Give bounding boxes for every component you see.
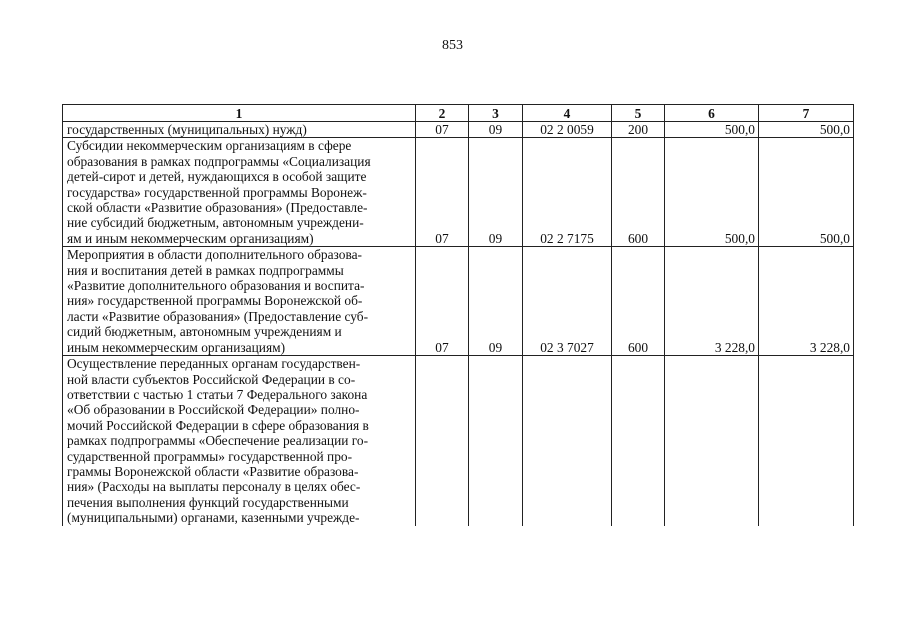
row-name-line: ние субсидий бюджетным, автономным учреждени- (67, 215, 364, 231)
row-name-line: ния» государственной программы Воронежской об- (67, 293, 363, 309)
row-name-cell (63, 138, 416, 247)
column-header: 4 (523, 105, 612, 122)
column-header: 1 (63, 105, 416, 122)
row-name-line: Осуществление переданных органам государствен- (67, 356, 361, 372)
row-name-line: ответствии с частью 1 статьи 7 Федерального закона (67, 386, 368, 402)
pr-cell: 09 (469, 122, 523, 138)
row-name-line: государственных (муниципальных) нужд) (67, 122, 307, 137)
rz-cell: 07 (416, 247, 469, 356)
row-name-line: ния и воспитания детей в рамках подпрограммы (67, 262, 344, 278)
row-name-cell (63, 122, 416, 138)
row-name-line: Субсидии некоммерческим организациям в сфере (67, 138, 352, 154)
budget-table (62, 104, 854, 526)
row-name-line: государства» государственной программы Воронеж- (67, 184, 367, 200)
row-name-line: образования в рамках подпрограммы «Социализация (67, 153, 371, 169)
sum-cell: 500,0 (665, 138, 759, 247)
pr-cell: 09 (469, 138, 523, 247)
row-name-line: сидий бюджетным, автономным учреждениям и (67, 324, 342, 340)
csr-cell: 02 3 7027 (523, 247, 612, 356)
csr-cell: 02 2 7175 (523, 138, 612, 247)
row-name-line: печения выполнения функций государственными (67, 494, 349, 510)
pr-cell: 09 (469, 247, 523, 356)
row-name-line: (муниципальными) органами, казенными учрежде- (67, 510, 360, 526)
column-header: 3 (469, 105, 523, 122)
vr-cell: 600 (612, 247, 665, 356)
row-name-line: ния» (Расходы на выплаты персоналу в целях обес- (67, 479, 361, 495)
sum-cell (665, 356, 759, 526)
column-header: 6 (665, 105, 759, 122)
vr-cell: 600 (612, 138, 665, 247)
row-name-cell (63, 247, 416, 356)
row-name-line: ласти «Развитие образования» (Предоставление суб- (67, 308, 369, 324)
csr-cell: 02 2 0059 (523, 122, 612, 138)
sum-cell: 3 228,0 (665, 247, 759, 356)
row-name-line: сударственной программы» государственной про- (67, 448, 353, 464)
sum-cell: 500,0 (759, 122, 854, 138)
column-header: 2 (416, 105, 469, 122)
header-row (63, 105, 854, 122)
row-name-cell (63, 356, 416, 526)
rz-cell: 07 (416, 138, 469, 247)
pr-cell (469, 356, 523, 526)
sum-cell: 3 228,0 (759, 247, 854, 356)
rz-cell (416, 356, 469, 526)
table-row (63, 122, 854, 138)
row-name-line: ной власти субъектов Российской Федерации в со- (67, 371, 356, 387)
page-number: 853 (442, 38, 463, 53)
column-header: 7 (759, 105, 854, 122)
table-row (63, 247, 854, 356)
row-name-line: ской области «Развитие образования» (Предоставле- (67, 200, 368, 216)
sum-cell (759, 356, 854, 526)
table-row (63, 356, 854, 526)
row-name-line: рамках подпрограммы «Обеспечение реализации го- (67, 433, 369, 449)
rz-cell: 07 (416, 122, 469, 138)
sum-cell: 500,0 (759, 138, 854, 247)
row-name-line: ям и иным некоммерческим организациям) (67, 230, 314, 246)
column-header: 5 (612, 105, 665, 122)
row-name-line: «Об образовании в Российской Федерации» полно- (67, 402, 360, 418)
row-name-line: детей-сирот и детей, нуждающихся в особой защите (67, 169, 367, 185)
row-name-line: мочий Российской Федерации в сфере образования в (67, 417, 369, 433)
row-name-line: Мероприятия в области дополнительного образова- (67, 247, 363, 263)
row-name-line: граммы Воронежской области «Развитие образова- (67, 463, 359, 479)
vr-cell (612, 356, 665, 526)
table-row (63, 138, 854, 247)
csr-cell (523, 356, 612, 526)
vr-cell: 200 (612, 122, 665, 138)
row-name-line: иным некоммерческим организациям) (67, 339, 286, 355)
sum-cell: 500,0 (665, 122, 759, 138)
row-name-line: «Развитие дополнительного образования и воспита- (67, 278, 365, 294)
